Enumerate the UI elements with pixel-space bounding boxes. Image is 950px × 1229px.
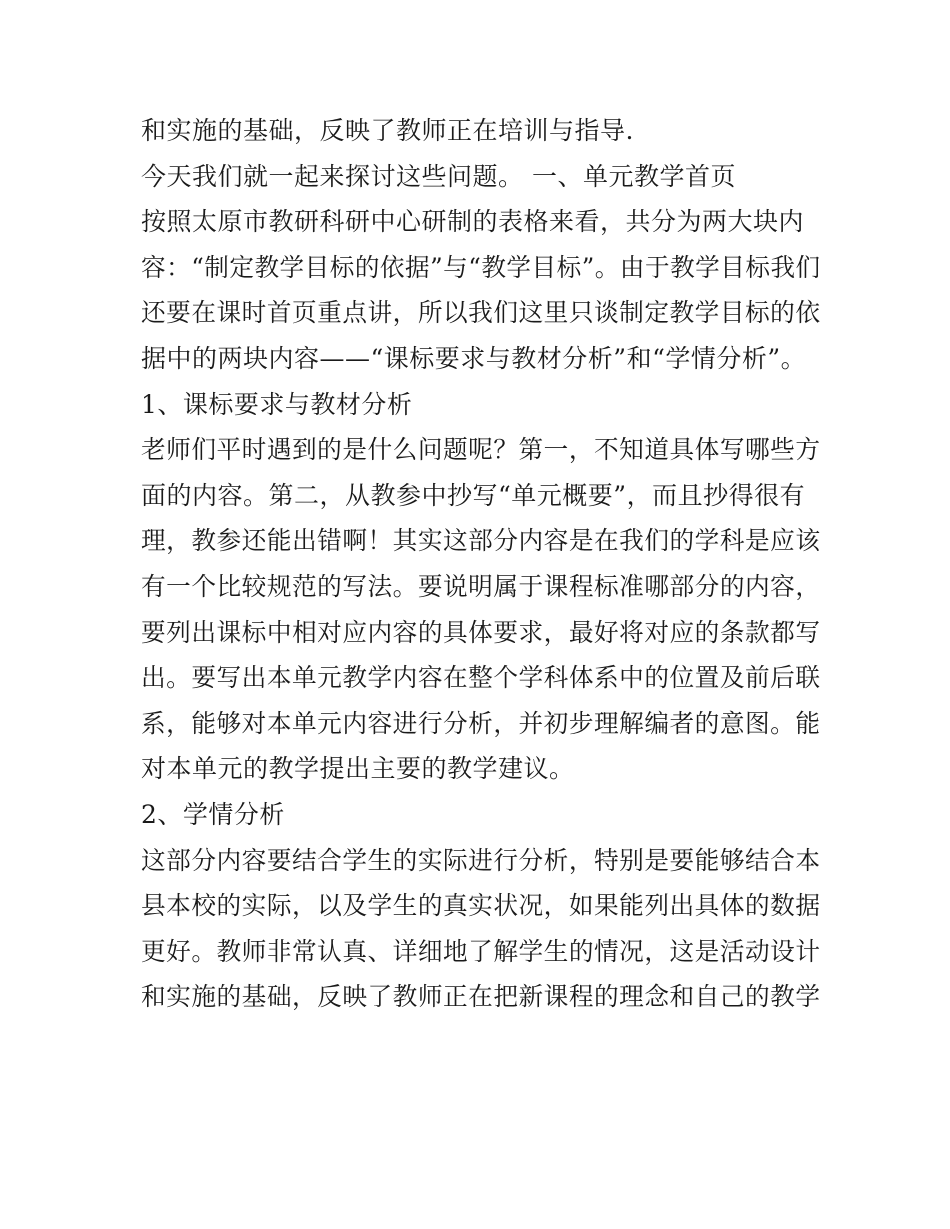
text-line: 要列出课标中相对应内容的具体要求，最好将对应的条款都写 [141, 617, 821, 647]
text-line: 按照太原市教研科研中心研制的表格来看，共分为两大块内 [141, 207, 805, 237]
text-line: 对本单元的教学提出主要的教学建议。 [141, 754, 575, 784]
text-line: 老师们平时遇到的是什么问题呢？第一，不知道具体写哪些方 [141, 435, 821, 465]
text-line: 还要在课时首页重点讲，所以我们这里只谈制定教学目标的依 [141, 298, 821, 328]
text-line: 今天我们就一起来探讨这些问题。 一、单元教学首页 [141, 161, 736, 191]
text-line: 这部分内容要结合学生的实际进行分析，特别是要能够结合本 [141, 845, 821, 875]
text-line: 理，教参还能出错啊！其实这部分内容是在我们的学科是应该 [141, 526, 821, 556]
text-line: 更好。教师非常认真、详细地了解学生的情况，这是活动设计 [141, 936, 821, 966]
text-line: 和实施的基础，反映了教师正在培训与指导. [141, 116, 634, 145]
section-heading-2: 2、学情分析 [141, 799, 285, 829]
text-line: 和实施的基础，反映了教师正在把新课程的理念和自己的教学 [141, 982, 821, 1012]
text-line: 面的内容。第二，从教参中抄写“单元概要”，而且抄得很有 [141, 480, 806, 510]
section-heading-1: 1、课标要求与教材分析 [141, 389, 413, 419]
text-line: 有一个比较规范的写法。要说明属于课程标准哪部分的内容， [141, 571, 821, 601]
text-line: 据中的两块内容——“课标要求与教材分析”和“学情分析”。 [141, 343, 807, 373]
text-line: 县本校的实际，以及学生的真实状况，如果能列出具体的数据 [141, 891, 821, 921]
text-line: 系，能够对本单元内容进行分析，并初步理解编者的意图。能 [141, 708, 821, 738]
document-body [141, 108, 821, 1020]
text-line: 容：“制定教学目标的依据”与“教学目标”。由于教学目标我们 [141, 252, 821, 282]
text-line: 出。要写出本单元教学内容在整个学科体系中的位置及前后联 [141, 663, 821, 693]
